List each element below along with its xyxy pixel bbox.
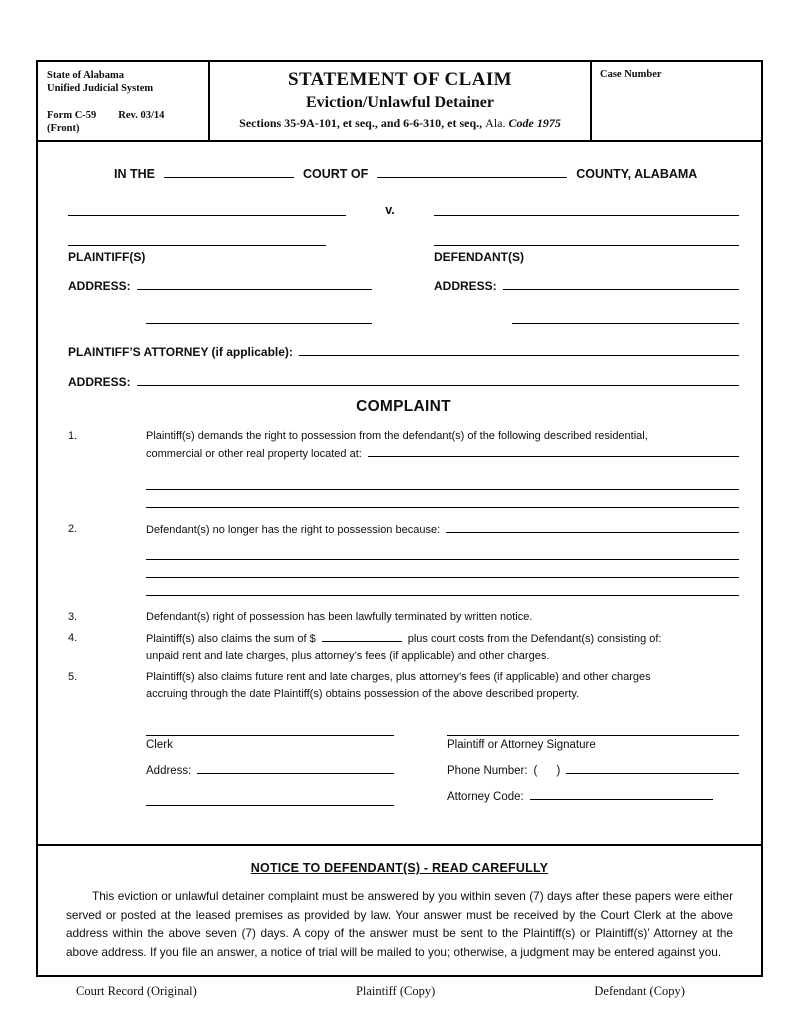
form-title: STATEMENT OF CLAIM — [288, 69, 512, 90]
case-number-label: Case Number — [600, 69, 662, 80]
plaintiff-column — [68, 202, 372, 324]
clerk-address-row — [146, 762, 394, 780]
complaint-item-1 — [68, 428, 739, 508]
phone-number-field[interactable] — [566, 762, 739, 774]
plaintiff-signature-label: Plaintiff or Attorney Signature — [447, 739, 596, 751]
attorney-address-row — [68, 374, 739, 389]
plaintiff-signature-line[interactable] — [447, 722, 739, 736]
plaintiff-address-line-1[interactable] — [137, 278, 372, 290]
possession-reason-line-3[interactable] — [146, 560, 739, 578]
form-body — [38, 142, 761, 844]
form-number: Form C-59 — [47, 110, 97, 121]
revision-label: Rev. 03/14 — [118, 110, 165, 121]
item-1-line-2: commercial or other real property located at: — [146, 448, 362, 460]
complaint-item-3 — [68, 609, 739, 626]
property-location-line-2[interactable] — [146, 472, 739, 490]
complaint-item-4 — [68, 630, 739, 665]
in-the-label: IN THE — [114, 167, 155, 181]
statute-code-text: Code 1975 — [508, 116, 561, 130]
attorney-code-field[interactable] — [530, 788, 713, 800]
clerk-label: Clerk — [146, 739, 173, 751]
attorney-address-field[interactable] — [137, 374, 739, 386]
possession-reason-line-4[interactable] — [146, 578, 739, 596]
plaintiff-name-line-1[interactable] — [68, 202, 346, 216]
item-5-number: 5. — [68, 671, 78, 683]
item-3-text: Defendant(s) right of possession has been lawfully terminated by written notice. — [146, 611, 533, 623]
item-4-before-amount: Plaintiff(s) also claims the sum of $ — [146, 633, 316, 645]
item-5-line-1: Plaintiff(s) also claims future rent and late charges, plus attorney’s fees (if applicable) and other charges — [146, 671, 651, 683]
system-label: Unified Judicial System — [47, 82, 154, 94]
plaintiff-name-line-2[interactable] — [68, 232, 326, 246]
item-4-number: 4. — [68, 632, 78, 644]
plaintiff-address-label: ADDRESS: — [68, 279, 131, 293]
claim-amount-field[interactable] — [322, 630, 402, 642]
court-place-field[interactable] — [377, 166, 567, 178]
item-1-number: 1. — [68, 430, 78, 442]
defendant-name-line-2[interactable] — [434, 232, 739, 246]
footer-court-record: Court Record (Original) — [76, 984, 197, 998]
form-number-row — [47, 110, 202, 123]
attorney-code-row — [447, 788, 739, 806]
item-1-line-1: Plaintiff(s) demands the right to possession from the defendant(s) of the following described residential, — [146, 430, 648, 442]
form-subtitle: Eviction/Unlawful Detainer — [306, 94, 494, 111]
statute-sections-text: Sections 35-9A-101, et seq., and 6-6-310, et seq., — [239, 116, 483, 130]
item-2-number: 2. — [68, 523, 78, 535]
footer-defendant-copy: Defendant (Copy) — [594, 984, 685, 998]
court-caption — [114, 166, 739, 181]
plaintiffs-attorney-label: PLAINTIFF’S ATTORNEY (if applicable): — [68, 345, 293, 359]
phone-number-label: Phone Number: — [447, 765, 528, 777]
notice-section — [38, 844, 761, 975]
header-agency-cell — [38, 62, 210, 140]
plaintiff-signature-column — [447, 722, 739, 806]
clerk-signature-line[interactable] — [146, 722, 394, 736]
complaint-heading: COMPLAINT — [356, 398, 451, 415]
phone-area-code-paren: ( ) — [533, 765, 561, 777]
item-3-number: 3. — [68, 611, 78, 623]
defendant-column — [434, 202, 739, 324]
plaintiff-address-line-2[interactable] — [146, 310, 372, 324]
notice-title: NOTICE TO DEFENDANT(S) - READ CAREFULLY — [250, 861, 549, 875]
defendant-address-row — [434, 278, 739, 293]
defendant-address-line-2[interactable] — [512, 310, 739, 324]
notice-body: This eviction or unlawful detainer complaint must be answered by you within seven (7) days after these papers were either served or posted at the leased premises as provided by law. Your answer must be received by the Court Clerk at the above address within the above seven (7) days. A copy of the answer must be sent to the Plaintiff(s) or Plaintiff(s)’ Attorney at the above address. If you file an answer, a notice of trial will be mailed to you; otherwise, a judgment may be entered against you. — [66, 889, 733, 959]
defendant-address-label: ADDRESS: — [434, 279, 497, 293]
versus-label: v. — [385, 203, 395, 217]
attorney-code-label: Attorney Code: — [447, 791, 524, 803]
item-4-line-1-row — [146, 630, 739, 648]
statute-citation — [210, 116, 590, 131]
clerk-address-line-2[interactable] — [146, 792, 394, 806]
statute-ala-text: Ala. — [485, 116, 506, 130]
possession-reason-field[interactable] — [446, 521, 739, 533]
defendant-address-line-1[interactable] — [503, 278, 739, 290]
copy-distribution-footer — [36, 984, 763, 999]
signature-section — [68, 722, 739, 806]
front-label: (Front) — [47, 122, 80, 134]
form-border-box — [36, 60, 763, 977]
item-5-line-2: accruing through the date Plaintiff(s) obtains possession of the above described property. — [146, 688, 580, 700]
county-alabama-label: COUNTY, ALABAMA — [576, 167, 698, 181]
complaint-item-5 — [68, 669, 739, 703]
defendant-name-line-1[interactable] — [434, 202, 739, 216]
clerk-address-label: Address: — [146, 765, 192, 777]
item-1-line-2-row — [146, 445, 739, 463]
court-of-label: COURT OF — [302, 167, 369, 181]
defendants-label: DEFENDANT(S) — [434, 250, 524, 264]
phone-number-row — [447, 762, 739, 780]
court-name-field[interactable] — [164, 166, 294, 178]
attorney-row — [68, 344, 739, 359]
clerk-column — [146, 722, 394, 806]
complaint-item-2 — [68, 521, 739, 596]
plaintiffs-label: PLAINTIFF(S) — [68, 250, 146, 264]
header-title-cell — [210, 62, 590, 140]
property-location-line-3[interactable] — [146, 490, 739, 508]
attorney-name-field[interactable] — [299, 344, 739, 356]
property-location-field[interactable] — [368, 445, 739, 457]
footer-plaintiff-copy: Plaintiff (Copy) — [355, 984, 436, 998]
state-label: State of Alabama — [47, 70, 124, 81]
clerk-address-field[interactable] — [197, 762, 394, 774]
possession-reason-line-2[interactable] — [146, 542, 739, 560]
case-number-cell[interactable] — [590, 62, 761, 140]
item-2-text: Defendant(s) no longer has the right to possession because: — [146, 524, 441, 536]
item-2-line-1-row — [146, 521, 739, 539]
attorney-address-label: ADDRESS: — [68, 375, 131, 389]
plaintiff-address-row — [68, 278, 372, 293]
item-4-line-2: unpaid rent and late charges, plus attorney’s fees (if applicable) and other charges. — [146, 650, 550, 662]
form-header — [38, 62, 761, 142]
parties-caption — [68, 202, 739, 324]
item-4-after-amount: plus court costs from the Defendant(s) consisting of: — [407, 633, 662, 645]
